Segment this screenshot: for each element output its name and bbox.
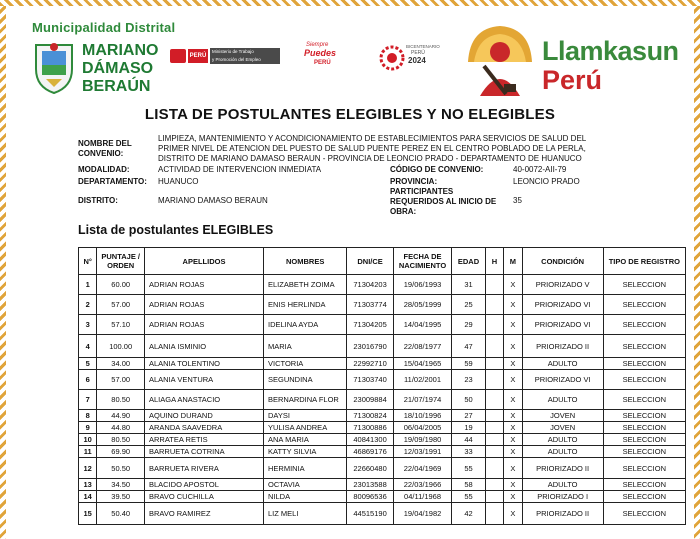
cell-condition: PRIORIZADO VI	[522, 315, 603, 335]
cell-row-number: 12	[79, 458, 97, 479]
participantes-label: PARTICIPANTES REQUERIDOS AL INICIO DE OBRA:	[390, 187, 497, 216]
cell-dni: 40841300	[347, 434, 394, 446]
cell-condition: PRIORIZADO VI	[522, 370, 603, 390]
cell-score: 100.00	[97, 335, 145, 358]
cell-registration-type: SELECCION	[603, 370, 685, 390]
cell-surname: BLACIDO APOSTOL	[144, 479, 263, 491]
table-row	[79, 434, 686, 446]
cell-given-name: BERNARDINA FLOR	[264, 390, 347, 410]
table-row	[79, 491, 686, 503]
cell-gender-h	[485, 335, 503, 358]
convenio-value: LIMPIEZA, MANTENIMIENTO Y ACONDICIONAMIENTO DE ESTABLECIMIENTOS PARA SERVICIOS DE SALUD DEL PRIMER NIVEL DE ATENCION DEL PUESTO DE SALUD PUENTE PEREZ EN EL CENTRO POBLADO DE LA PERLA, DISTRITO DE MARIANO DAMASO BERAUN - PROVINCIA DE LEONCIO PRADO - DEPARTAMENTO DE HUANUCO	[158, 134, 586, 163]
cell-gender-m: X	[504, 434, 522, 446]
cell-given-name: YULISA ANDREA	[264, 422, 347, 434]
cell-row-number: 2	[79, 295, 97, 315]
cell-score: 80.50	[97, 390, 145, 410]
ministry-peru-label: PERÚ	[188, 49, 208, 63]
cell-surname: ALANIA ISMINIO	[144, 335, 263, 358]
cell-age: 55	[452, 458, 486, 479]
cell-dni: 22992710	[347, 358, 394, 370]
municipality-name-line-1: MARIANO	[82, 42, 159, 59]
table-row	[79, 315, 686, 335]
ministry-name-line-2: y Promoción del Empleo	[212, 57, 261, 62]
cell-birth-date: 22/08/1977	[393, 335, 451, 358]
table-row	[79, 335, 686, 358]
cell-birth-date: 19/09/1980	[393, 434, 451, 446]
cell-registration-type: SELECCION	[603, 458, 685, 479]
cell-given-name: HERMINIA	[264, 458, 347, 479]
cell-surname: BRAVO CUCHILLA	[144, 491, 263, 503]
cell-row-number: 1	[79, 275, 97, 295]
cell-given-name: IDELINA AYDA	[264, 315, 347, 335]
cell-surname: ADRIAN ROJAS	[144, 275, 263, 295]
cell-score: 57.00	[97, 370, 145, 390]
cell-registration-type: SELECCION	[603, 422, 685, 434]
cell-gender-h	[485, 295, 503, 315]
cell-given-name: LIZ MELI	[264, 503, 347, 525]
cell-surname: BARRUETA COTRINA	[144, 446, 263, 458]
cell-gender-m: X	[504, 479, 522, 491]
cell-condition: ADULTO	[522, 446, 603, 458]
document-header	[10, 14, 694, 98]
cell-score: 57.10	[97, 315, 145, 335]
municipality-crest-icon	[32, 39, 76, 95]
modalidad-value: ACTIVIDAD DE INTERVENCION INMEDIATA	[158, 165, 322, 174]
cell-row-number: 4	[79, 335, 97, 358]
cell-row-number: 9	[79, 422, 97, 434]
document-title: LISTA DE POSTULANTES ELEGIBLES Y NO ELEGIBLES	[144, 106, 556, 123]
column-header: DNI/CE	[347, 248, 394, 275]
provincia-value: LEONCIO PRADO	[513, 177, 580, 186]
cell-age: 23	[452, 370, 486, 390]
cell-condition: PRIORIZADO II	[522, 335, 603, 358]
cell-age: 33	[452, 446, 486, 458]
cell-age: 25	[452, 295, 486, 315]
municipality-logo	[32, 20, 176, 100]
cell-row-number: 5	[79, 358, 97, 370]
cell-gender-h	[485, 491, 503, 503]
cell-gender-m: X	[504, 370, 522, 390]
cell-dni: 71300824	[347, 410, 394, 422]
municipality-name-line-2: DÁMASO	[82, 60, 154, 77]
cell-surname: ALIAGA ANASTACIO	[144, 390, 263, 410]
cell-condition: PRIORIZADO V	[522, 275, 603, 295]
cell-gender-h	[485, 434, 503, 446]
cell-row-number: 8	[79, 410, 97, 422]
ministry-name-line-1: Ministerio de Trabajo	[212, 49, 254, 54]
cell-registration-type: SELECCION	[603, 358, 685, 370]
pais-logo-line-1: Siempre	[306, 42, 329, 48]
cell-row-number: 3	[79, 315, 97, 335]
cell-score: 34.00	[97, 358, 145, 370]
section-title-elegibles: Lista de postulantes ELEGIBLES	[78, 223, 274, 237]
table-row	[79, 390, 686, 410]
codigo-value: 40-0072-AII-79	[513, 165, 567, 174]
cell-registration-type: SELECCION	[603, 390, 685, 410]
table-row	[79, 446, 686, 458]
table-row	[79, 422, 686, 434]
cell-given-name: ELIZABETH ZOIMA	[264, 275, 347, 295]
cell-score: 50.40	[97, 503, 145, 525]
municipality-name-line-3: BERAÚN	[82, 78, 151, 95]
cell-gender-h	[485, 503, 503, 525]
cell-surname: ADRIAN ROJAS	[144, 315, 263, 335]
cell-birth-date: 04/11/1968	[393, 491, 451, 503]
cell-condition: PRIORIZADO VI	[522, 295, 603, 315]
cell-row-number: 13	[79, 479, 97, 491]
cell-gender-h	[485, 370, 503, 390]
cell-gender-h	[485, 358, 503, 370]
cell-score: 44.80	[97, 422, 145, 434]
cell-birth-date: 18/10/1996	[393, 410, 451, 422]
postulantes-table	[78, 247, 686, 525]
convenio-label: NOMBRE DEL CONVENIO:	[78, 139, 132, 158]
table-row	[79, 358, 686, 370]
ministry-logo	[170, 47, 278, 67]
cell-birth-date: 19/04/1982	[393, 503, 451, 525]
distrito-value: MARIANO DAMASO BERAUN	[158, 196, 268, 205]
cell-gender-m: X	[504, 295, 522, 315]
cell-row-number: 6	[79, 370, 97, 390]
cell-surname: AQUINO DURAND	[144, 410, 263, 422]
cell-row-number: 7	[79, 390, 97, 410]
cell-dni: 71303774	[347, 295, 394, 315]
cell-surname: BRAVO RAMIREZ	[144, 503, 263, 525]
llamkasun-wordmark: Llamkasun	[542, 36, 679, 66]
cell-age: 31	[452, 275, 486, 295]
cell-dni: 22660480	[347, 458, 394, 479]
cell-score: 60.00	[97, 275, 145, 295]
cell-gender-h	[485, 446, 503, 458]
cell-condition: PRIORIZADO I	[522, 491, 603, 503]
cell-gender-h	[485, 422, 503, 434]
column-header: NOMBRES	[264, 248, 347, 275]
cell-score: 44.90	[97, 410, 145, 422]
decorative-border-left	[0, 0, 6, 539]
cell-gender-h	[485, 458, 503, 479]
column-header: TIPO DE REGISTRO	[603, 248, 685, 275]
cell-gender-m: X	[504, 491, 522, 503]
cell-gender-m: X	[504, 458, 522, 479]
cell-score: 50.50	[97, 458, 145, 479]
cell-score: 69.90	[97, 446, 145, 458]
cell-birth-date: 21/07/1974	[393, 390, 451, 410]
table-row	[79, 275, 686, 295]
worker-emblem-icon	[460, 22, 540, 98]
cell-birth-date: 28/05/1999	[393, 295, 451, 315]
cell-surname: ALANIA VENTURA	[144, 370, 263, 390]
cell-gender-m: X	[504, 275, 522, 295]
cell-given-name: MARIA	[264, 335, 347, 358]
cell-gender-m: X	[504, 335, 522, 358]
cell-gender-m: X	[504, 503, 522, 525]
column-header: CONDICIÓN	[522, 248, 603, 275]
table-row	[79, 479, 686, 491]
cell-given-name: NILDA	[264, 491, 347, 503]
cell-condition: ADULTO	[522, 434, 603, 446]
cell-dni: 71304205	[347, 315, 394, 335]
cell-condition: ADULTO	[522, 358, 603, 370]
provincia-label: PROVINCIA:	[390, 177, 438, 186]
cell-registration-type: SELECCION	[603, 434, 685, 446]
cell-registration-type: SELECCION	[603, 479, 685, 491]
cell-age: 47	[452, 335, 486, 358]
cell-given-name: OCTAVIA	[264, 479, 347, 491]
column-header: EDAD	[452, 248, 486, 275]
pais-logo	[302, 42, 348, 76]
cell-registration-type: SELECCION	[603, 335, 685, 358]
table-row	[79, 503, 686, 525]
cell-birth-date: 14/04/1995	[393, 315, 451, 335]
cell-dni: 23013588	[347, 479, 394, 491]
cell-gender-m: X	[504, 358, 522, 370]
cell-given-name: VICTORIA	[264, 358, 347, 370]
cell-surname: ARRATEA RETIS	[144, 434, 263, 446]
cell-gender-h	[485, 410, 503, 422]
peru-wordmark: Perú	[542, 65, 603, 95]
table-row	[79, 458, 686, 479]
cell-age: 29	[452, 315, 486, 335]
table-row	[79, 295, 686, 315]
cell-row-number: 14	[79, 491, 97, 503]
column-header: N°	[79, 248, 97, 275]
cell-score: 34.50	[97, 479, 145, 491]
cell-age: 59	[452, 358, 486, 370]
cell-dni: 23009884	[347, 390, 394, 410]
cell-dni: 71303740	[347, 370, 394, 390]
codigo-label: CÓDIGO DE CONVENIO:	[390, 165, 484, 174]
municipality-title: Municipalidad Distrital	[32, 20, 176, 35]
cell-age: 19	[452, 422, 486, 434]
cell-surname: ALANIA TOLENTINO	[144, 358, 263, 370]
cell-gender-h	[485, 390, 503, 410]
cell-age: 55	[452, 491, 486, 503]
bicentenario-text: BICENTENARIO	[406, 44, 440, 49]
cell-registration-type: SELECCION	[603, 315, 685, 335]
cell-gender-m: X	[504, 422, 522, 434]
cell-score: 80.50	[97, 434, 145, 446]
bicentenario-logo	[378, 40, 440, 80]
cell-condition: ADULTO	[522, 479, 603, 491]
cell-registration-type: SELECCION	[603, 275, 685, 295]
llamkasun-logo	[460, 22, 694, 98]
decorative-border-right	[694, 0, 700, 539]
distrito-label: DISTRITO:	[78, 196, 118, 205]
cell-birth-date: 06/04/2005	[393, 422, 451, 434]
cell-condition: ADULTO	[522, 390, 603, 410]
cell-condition: PRIORIZADO II	[522, 503, 603, 525]
cell-gender-m: X	[504, 446, 522, 458]
cell-dni: 23016790	[347, 335, 394, 358]
cell-birth-date: 11/02/2001	[393, 370, 451, 390]
cell-condition: JOVEN	[522, 410, 603, 422]
cell-dni: 80096536	[347, 491, 394, 503]
cell-score: 57.00	[97, 295, 145, 315]
cell-birth-date: 19/06/1993	[393, 275, 451, 295]
column-header: APELLIDOS	[144, 248, 263, 275]
cell-registration-type: SELECCION	[603, 491, 685, 503]
cell-gender-m: X	[504, 390, 522, 410]
cell-registration-type: SELECCION	[603, 295, 685, 315]
cell-dni: 44515190	[347, 503, 394, 525]
cell-age: 42	[452, 503, 486, 525]
cell-birth-date: 22/03/1966	[393, 479, 451, 491]
cell-age: 58	[452, 479, 486, 491]
cell-age: 44	[452, 434, 486, 446]
bicentenario-country: PERÚ	[411, 50, 425, 56]
bicentenario-sun-icon	[378, 44, 406, 72]
decorative-border-top	[0, 0, 700, 6]
cell-gender-m: X	[504, 410, 522, 422]
cell-age: 50	[452, 390, 486, 410]
cell-dni: 46869176	[347, 446, 394, 458]
cell-row-number: 10	[79, 434, 97, 446]
cell-gender-h	[485, 275, 503, 295]
peru-shield-icon	[170, 49, 186, 63]
cell-condition: PRIORIZADO II	[522, 458, 603, 479]
cell-surname: BARRUETA RIVERA	[144, 458, 263, 479]
table-row	[79, 370, 686, 390]
table-row	[79, 410, 686, 422]
cell-given-name: ANA MARIA	[264, 434, 347, 446]
cell-age: 27	[452, 410, 486, 422]
pais-logo-line-2: Puedes	[304, 48, 337, 58]
cell-registration-type: SELECCION	[603, 446, 685, 458]
cell-dni: 71300886	[347, 422, 394, 434]
cell-given-name: SEGUNDINA	[264, 370, 347, 390]
departamento-value: HUANUCO	[158, 177, 199, 186]
cell-row-number: 11	[79, 446, 97, 458]
cell-surname: ARANDA SAAVEDRA	[144, 422, 263, 434]
ministry-name	[210, 48, 280, 64]
cell-score: 39.50	[97, 491, 145, 503]
cell-row-number: 15	[79, 503, 97, 525]
participantes-value: 35	[513, 196, 522, 205]
cell-given-name: KATTY SILVIA	[264, 446, 347, 458]
cell-surname: ADRIAN ROJAS	[144, 295, 263, 315]
pais-logo-line-3: PERÚ	[314, 60, 331, 66]
cell-dni: 71304203	[347, 275, 394, 295]
column-header: PUNTAJE / ORDEN	[97, 248, 145, 275]
column-header: M	[504, 248, 522, 275]
column-header: H	[485, 248, 503, 275]
cell-given-name: ENIS HERLINDA	[264, 295, 347, 315]
cell-birth-date: 22/04/1969	[393, 458, 451, 479]
cell-gender-h	[485, 479, 503, 491]
cell-registration-type: SELECCION	[603, 410, 685, 422]
departamento-label: DEPARTAMENTO:	[78, 177, 147, 186]
cell-birth-date: 15/04/1965	[393, 358, 451, 370]
modalidad-label: MODALIDAD:	[78, 165, 130, 174]
cell-registration-type: SELECCION	[603, 503, 685, 525]
table-header-row	[79, 248, 686, 275]
cell-birth-date: 12/03/1991	[393, 446, 451, 458]
bicentenario-year: 2024	[408, 56, 426, 65]
cell-gender-m: X	[504, 315, 522, 335]
cell-condition: JOVEN	[522, 422, 603, 434]
cell-given-name: DAYSI	[264, 410, 347, 422]
cell-gender-h	[485, 315, 503, 335]
column-header: FECHA DE NACIMIENTO	[393, 248, 451, 275]
